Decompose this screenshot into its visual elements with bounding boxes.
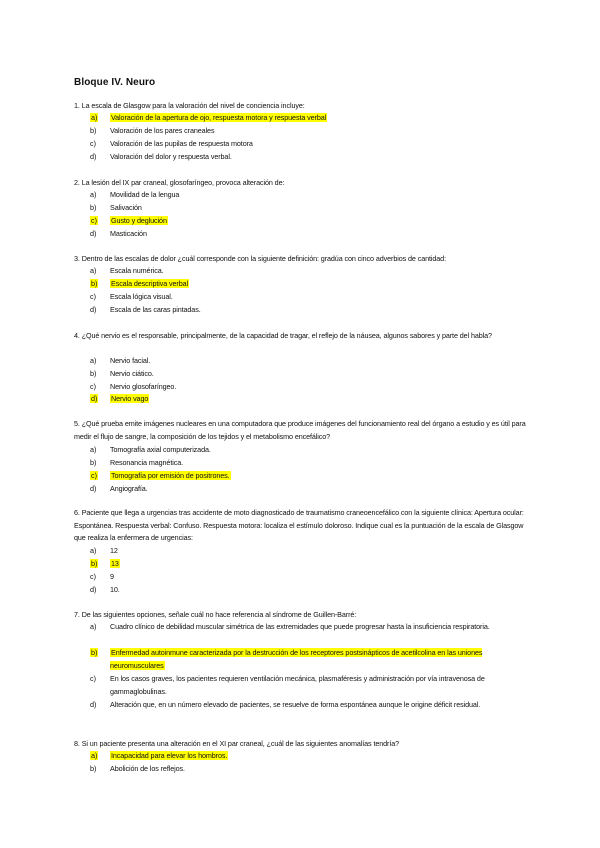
question-5-option-d bbox=[74, 483, 534, 495]
question-1-option-c bbox=[74, 138, 534, 150]
option-letter: a) bbox=[90, 445, 97, 454]
option-text: Valoración del dolor y respuesta verbal. bbox=[110, 152, 232, 161]
option-letter: b) bbox=[90, 764, 97, 773]
option-letter: b) bbox=[90, 369, 97, 378]
option-text: Escala lógica visual. bbox=[110, 292, 173, 301]
option-text: 9 bbox=[110, 572, 114, 581]
option-letter: c) bbox=[90, 674, 96, 683]
option-letter: c) bbox=[90, 139, 96, 148]
question-1-option-b bbox=[74, 125, 534, 137]
option-letter: d) bbox=[90, 229, 97, 238]
question-8-option-a bbox=[74, 750, 534, 762]
question-3-option-c bbox=[74, 291, 534, 303]
option-text: Escala numérica. bbox=[110, 266, 164, 275]
question-8-text: 8. Si un paciente presenta una alteración en el XI par craneal, ¿cuál de las siguientes anomalías tendría? bbox=[74, 739, 400, 748]
option-letter: c) bbox=[90, 572, 96, 581]
question-1-text: 1. La escala de Glasgow para la valoración del nivel de conciencia incluye: bbox=[74, 101, 305, 110]
question-2-text: 2. La lesión del IX par craneal, glosofaríngeo, provoca alteración de: bbox=[74, 178, 285, 187]
option-letter: b) bbox=[91, 648, 98, 657]
question-2-option-b bbox=[74, 202, 534, 214]
option-text: Tomografía por emisión de positrones. bbox=[111, 471, 230, 480]
option-letter: b) bbox=[91, 279, 98, 288]
option-text: Tomografía axial computerizada. bbox=[110, 445, 211, 454]
question-2-option-a bbox=[74, 189, 534, 201]
option-text: 10. bbox=[110, 585, 120, 594]
option-text: Abolición de los reflejos. bbox=[110, 764, 185, 773]
option-text: En los casos graves, los pacientes requieren ventilación mecánica, plasmaféresis y administración por vía intravenosa de gammaglobulinas. bbox=[110, 674, 485, 696]
option-text: Cuadro clínico de debilidad muscular simétrica de las extremidades que puede progresar hasta la insuficiencia respiratoria. bbox=[110, 622, 490, 631]
option-letter: a) bbox=[90, 266, 97, 275]
option-letter: a) bbox=[90, 622, 97, 631]
question-3-option-a bbox=[74, 265, 534, 277]
option-letter: b) bbox=[90, 458, 97, 467]
question-3-text: 3. Dentro de las escalas de dolor ¿cuál corresponde con la siguiente definición: gradúa con cinco adverbios de cantidad: bbox=[74, 254, 446, 263]
option-letter: b) bbox=[91, 559, 98, 568]
question-6-option-d bbox=[74, 584, 534, 596]
option-letter: c) bbox=[90, 292, 96, 301]
option-text: Nervio vago bbox=[111, 394, 149, 403]
option-text: Alteración que, en un número elevado de pacientes, se resuelve de forma espontánea aunque le origine déficit residual. bbox=[110, 700, 481, 709]
option-text: Resonancia magnética. bbox=[110, 458, 184, 467]
question-3-option-d bbox=[74, 304, 534, 316]
option-text: 12 bbox=[110, 546, 118, 555]
question-5-option-b bbox=[74, 457, 534, 469]
page-title: Bloque IV. Neuro bbox=[74, 77, 156, 88]
option-letter: a) bbox=[90, 190, 97, 199]
option-letter: d) bbox=[91, 394, 98, 403]
question-4-option-d bbox=[74, 393, 534, 405]
question-6-text: 6. Paciente que llega a urgencias tras accidente de moto diagnosticado de traumatismo craneoencefálico con la siguiente clínica: Apertura ocular: Espontánea. Respuesta verbal: Confuso. Respuesta motora: localiza el estímulo doloroso. Indique cual es la puntuación de la escala de Glasgow que realiza la enfermera de urgencias: bbox=[74, 508, 524, 542]
option-text: Nervio facial. bbox=[110, 356, 151, 365]
option-text: Escala de las caras pintadas. bbox=[110, 305, 201, 314]
option-letter: d) bbox=[90, 484, 97, 493]
option-text: Nervio ciático. bbox=[110, 369, 154, 378]
option-letter: a) bbox=[90, 356, 97, 365]
question-5-text: 5. ¿Qué prueba emite imágenes nucleares en una computadora que produce imágenes del funcionamiento real del órgano a estudio y es útil para medir el flujo de sangre, la composición de los tejidos y el metabolismo encefálico? bbox=[74, 419, 526, 441]
option-text: Movilidad de la lengua bbox=[110, 190, 180, 199]
option-text: Valoración de los pares craneales bbox=[110, 126, 215, 135]
question-6-option-b bbox=[74, 558, 534, 570]
question-1-option-d bbox=[74, 151, 534, 163]
option-text: Nervio glosofaríngeo. bbox=[110, 382, 177, 391]
option-text: Valoración de las pupilas de respuesta motora bbox=[110, 139, 253, 148]
option-letter: a) bbox=[91, 751, 98, 760]
question-4-option-c bbox=[74, 381, 534, 393]
option-letter: c) bbox=[91, 471, 97, 480]
question-6-option-c bbox=[74, 571, 534, 583]
option-letter: b) bbox=[90, 203, 97, 212]
option-letter: a) bbox=[90, 546, 97, 555]
option-text: Masticación bbox=[110, 229, 147, 238]
option-text: Enfermedad autoinmune caracterizada por la destrucción de los receptores postsinápticos de acetilcolina en las uniones neuromusculares bbox=[110, 648, 483, 670]
question-5-option-c bbox=[74, 470, 534, 482]
option-text: Salivación bbox=[110, 203, 142, 212]
question-1-option-a bbox=[74, 112, 534, 124]
option-text: Valoración de la apertura de ojo, respuesta motora y respuesta verbal bbox=[111, 113, 327, 122]
option-letter: d) bbox=[90, 585, 97, 594]
question-5-option-a bbox=[74, 444, 534, 456]
option-text: Incapacidad para elevar los hombros. bbox=[111, 751, 228, 760]
option-letter: b) bbox=[90, 126, 97, 135]
question-4-text: 4. ¿Qué nervio es el responsable, principalmente, de la capacidad de tragar, el reflejo de la náusea, algunos sabores y parte del habla? bbox=[74, 331, 492, 340]
question-2-option-c bbox=[74, 215, 534, 227]
option-letter: d) bbox=[90, 152, 97, 161]
option-letter: d) bbox=[90, 305, 97, 314]
question-7-text: 7. De las siguientes opciones, señale cuál no hace referencia al síndrome de Guillen-Barré: bbox=[74, 610, 357, 619]
option-text: Escala descriptiva verbal bbox=[111, 279, 188, 288]
option-letter: c) bbox=[91, 216, 97, 225]
question-4-option-a bbox=[74, 355, 534, 367]
option-text: 13 bbox=[111, 559, 119, 568]
question-2-option-d bbox=[74, 228, 534, 240]
question-6-option-a bbox=[74, 545, 534, 557]
option-text: Angiografía. bbox=[110, 484, 148, 493]
question-4-option-b bbox=[74, 368, 534, 380]
question-8-option-b bbox=[74, 763, 534, 775]
option-letter: c) bbox=[90, 382, 96, 391]
option-letter: d) bbox=[90, 700, 97, 709]
option-text: Gusto y deglución bbox=[111, 216, 167, 225]
question-3-option-b bbox=[74, 278, 534, 290]
option-letter: a) bbox=[91, 113, 98, 122]
